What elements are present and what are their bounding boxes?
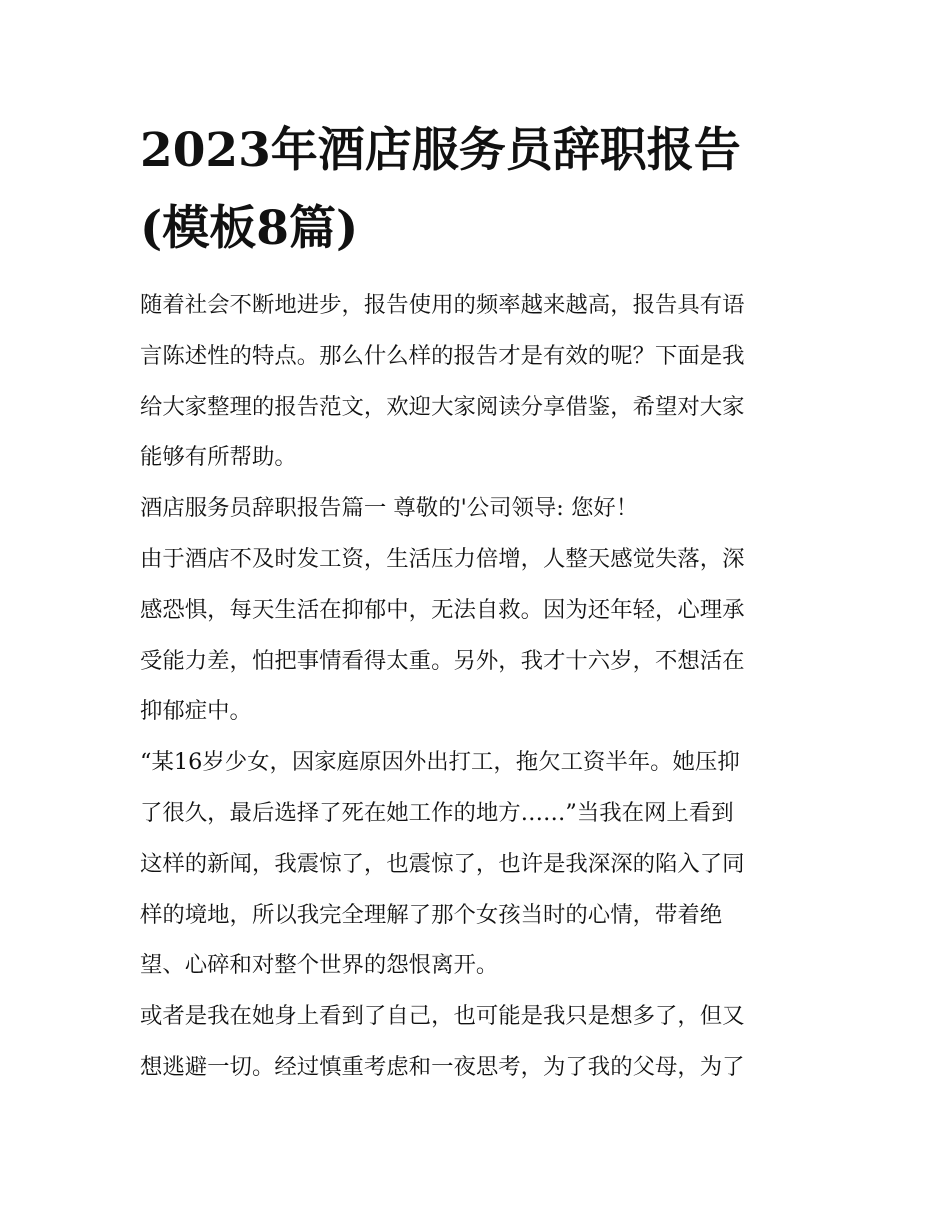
body-line: 或者是我在她身上看到了自己，也可能是我只是想多了，但又 — [140, 1003, 745, 1030]
body-line: 受能力差，怕把事情看得太重。另外，我才十六岁，不想活在 — [140, 647, 745, 674]
body-line: 望、心碎和对整个世界的怨恨离开。 — [140, 952, 499, 979]
body-line: 感恐惧，每天生活在抑郁中，无法自救。因为还年轻，心理承 — [140, 596, 745, 623]
body-line: “某16岁少女，因家庭原因外出打工，拖欠工资半年。她压抑 — [140, 749, 740, 776]
body-line: 这样的新闻，我震惊了，也震惊了，也许是我深深的陷入了同 — [140, 850, 745, 877]
body-line: 想逃避一切。经过慎重考虑和一夜思考，为了我的父母，为了 — [140, 1053, 745, 1080]
body-line: 随着社会不断地进步，报告使用的频率越来越高，报告具有语 — [140, 292, 745, 318]
title-line: 2023年酒店服务员辞职报告 — [140, 123, 741, 178]
body-line: 由于酒店不及时发工资，生活压力倍增，人整天感觉失落，深 — [140, 545, 745, 572]
body-line: 抑郁症中。 — [140, 698, 252, 725]
document-body — [140, 280, 815, 1093]
body-line: 样的境地，所以我完全理解了那个女孩当时的心情，带着绝 — [140, 901, 723, 928]
body-line: 了很久，最后选择了死在她工作的地方……”当我在网上看到 — [140, 799, 734, 826]
document-title — [140, 112, 820, 268]
title-line: (模板8篇) — [140, 201, 359, 256]
body-line: 能够有所帮助。 — [140, 444, 297, 471]
body-line: 言陈述性的特点。那么什么样的报告才是有效的呢？下面是我 — [140, 342, 745, 369]
body-line: 给大家整理的报告范文，欢迎大家阅读分享借鉴，希望对大家 — [140, 393, 745, 420]
body-line: 酒店服务员辞职报告篇一 尊敬的'公司领导: 您好！ — [140, 495, 639, 522]
